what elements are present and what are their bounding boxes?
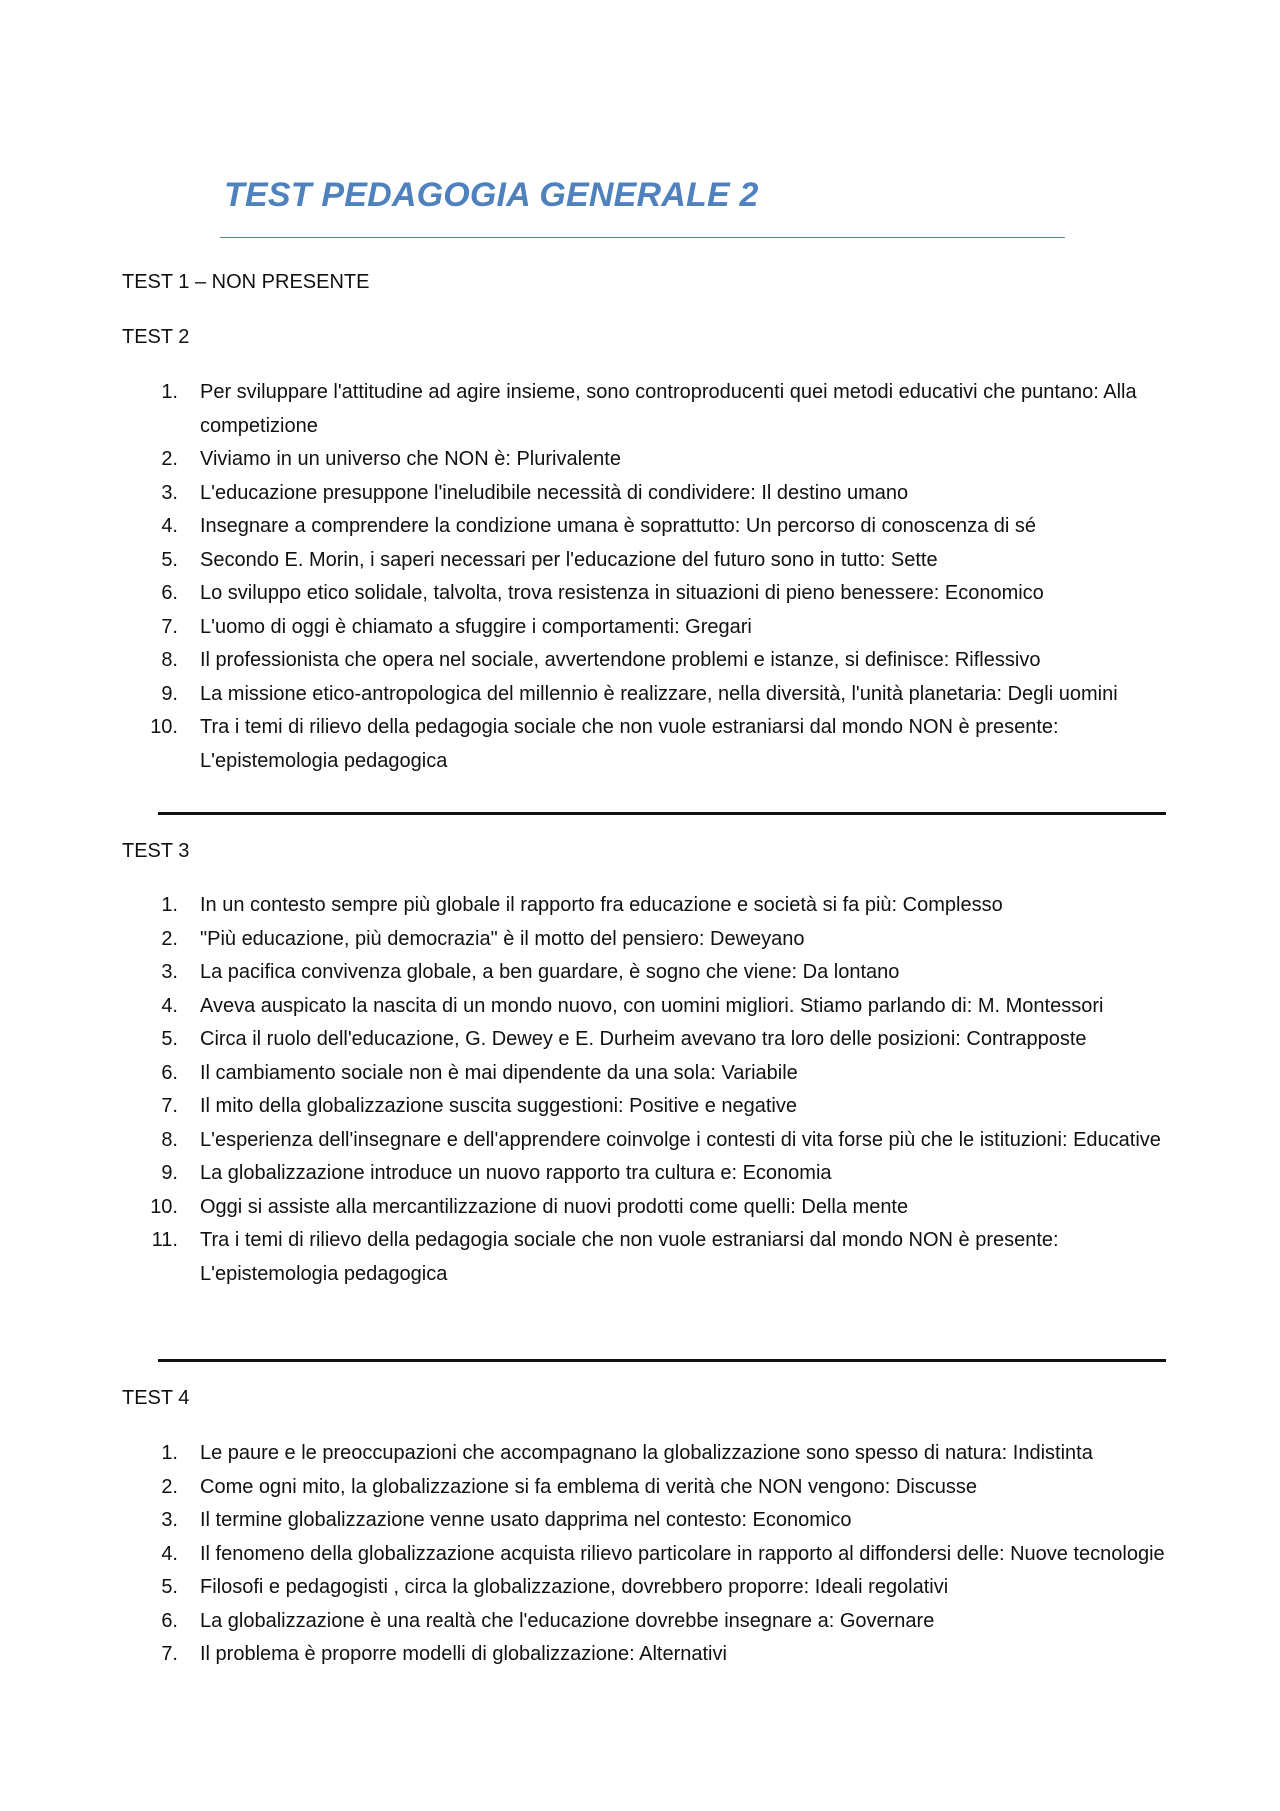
question-text: In un contesto sempre più globale il rapporto fra educazione e società si fa più: Complesso bbox=[200, 894, 1003, 916]
question-item bbox=[122, 1023, 1172, 1057]
question-number: 8. bbox=[161, 1128, 178, 1151]
question-text: Il fenomeno della globalizzazione acquista rilievo particolare in rapporto al diffondersi delle: Nuove tecnologie bbox=[200, 1542, 1165, 1565]
section-heading-test-2: TEST 2 bbox=[122, 326, 190, 348]
question-text: L'educazione presuppone l'ineludibile necessità di condividere: Il destino umano bbox=[200, 481, 909, 504]
question-text: La globalizzazione introduce un nuovo rapporto tra cultura e: Economia bbox=[200, 1162, 832, 1184]
question-item bbox=[122, 510, 1172, 544]
question-item bbox=[122, 923, 1172, 957]
question-item bbox=[122, 678, 1172, 712]
question-number: 7. bbox=[161, 1095, 178, 1117]
question-text: Filosofi e pedagogisti , circa la globalizzazione, dovrebbero proporre: Ideali regolativi bbox=[200, 1576, 949, 1598]
question-text: L'uomo di oggi è chiamato a sfuggire i comportamenti: Gregari bbox=[200, 615, 752, 638]
question-text: Secondo E. Morin, i saperi necessari per l'educazione del futuro sono in tutto: Sette bbox=[200, 548, 938, 571]
question-item bbox=[122, 1504, 1172, 1538]
question-text: Il mito della globalizzazione suscita suggestioni: Positive e negative bbox=[200, 1095, 798, 1117]
question-number: 10. bbox=[150, 716, 178, 738]
question-list-test-4 bbox=[122, 1437, 1172, 1672]
question-text: Il cambiamento sociale non è mai dipendente da una sola: Variabile bbox=[200, 1061, 798, 1084]
question-text: Il termine globalizzazione venne usato dapprima nel contesto: Economico bbox=[200, 1509, 852, 1531]
question-item bbox=[122, 1437, 1172, 1471]
question-number: 2. bbox=[161, 1475, 178, 1498]
question-text: Tra i temi di rilievo della pedagogia sociale che non vuole estraniarsi dal mondo NON è presente: L'epistemologia pedagogica bbox=[200, 716, 1059, 772]
question-item bbox=[122, 1090, 1172, 1124]
question-number: 1. bbox=[161, 894, 178, 916]
question-text: Il professionista che opera nel sociale, avvertendone problemi e istanze, si definisce: Riflessivo bbox=[200, 649, 1041, 671]
question-item bbox=[122, 889, 1172, 923]
question-number: 8. bbox=[161, 649, 178, 671]
question-text: La pacifica convivenza globale, a ben guardare, è sogno che viene: Da lontano bbox=[200, 961, 900, 983]
question-item bbox=[122, 477, 1172, 511]
question-item bbox=[122, 443, 1172, 477]
question-text: Viviamo in un universo che NON è: Plurivalente bbox=[200, 448, 621, 470]
question-number: 4. bbox=[161, 994, 178, 1017]
question-number: 3. bbox=[161, 1509, 178, 1531]
question-number: 7. bbox=[161, 615, 178, 638]
question-number: 5. bbox=[161, 548, 178, 571]
question-number: 2. bbox=[161, 927, 178, 950]
question-number: 5. bbox=[161, 1028, 178, 1050]
question-item bbox=[122, 1471, 1172, 1505]
question-text: Insegnare a comprendere la condizione umana è soprattutto: Un percorso di conoscenza di sé bbox=[200, 515, 1037, 537]
question-number: 11. bbox=[151, 1229, 178, 1251]
question-item bbox=[122, 1191, 1172, 1225]
question-number: 1. bbox=[161, 1442, 178, 1464]
question-number: 6. bbox=[161, 1609, 178, 1632]
question-item bbox=[122, 1057, 1172, 1091]
question-item bbox=[122, 990, 1172, 1024]
question-item bbox=[122, 1638, 1172, 1672]
question-number: 3. bbox=[161, 481, 178, 504]
question-item bbox=[122, 1538, 1172, 1572]
question-list-test-2 bbox=[122, 376, 1172, 778]
document-title: TEST PEDAGOGIA GENERALE 2 bbox=[224, 176, 759, 214]
question-item bbox=[122, 1124, 1172, 1158]
section-heading-test-1: TEST 1 – NON PRESENTE bbox=[122, 271, 370, 293]
question-text: Circa il ruolo dell'educazione, G. Dewey e E. Durheim avevano tra loro delle posizioni: Contrapposte bbox=[200, 1028, 1087, 1050]
question-text: Per sviluppare l'attitudine ad agire insieme, sono controproducenti quei metodi educativi che puntano: Alla competizione bbox=[200, 381, 1137, 437]
question-text: Come ogni mito, la globalizzazione si fa emblema di verità che NON vengono: Discusse bbox=[200, 1475, 978, 1498]
question-text: "Più educazione, più democrazia" è il motto del pensiero: Deweyano bbox=[200, 927, 805, 950]
question-text: La missione etico-antropologica del millennio è realizzare, nella diversità, l'unità planetaria: Degli uomini bbox=[200, 682, 1118, 705]
question-text: Le paure e le preoccupazioni che accompagnano la globalizzazione sono spesso di natura: Indistinta bbox=[200, 1442, 1093, 1464]
question-item bbox=[122, 1157, 1172, 1191]
question-number: 6. bbox=[161, 1061, 178, 1084]
question-item bbox=[122, 577, 1172, 611]
question-text: L'esperienza dell'insegnare e dell'apprendere coinvolge i contesti di vita forse più che le istituzioni: Educative bbox=[200, 1128, 1161, 1151]
question-number: 4. bbox=[161, 515, 178, 537]
question-number: 2. bbox=[161, 448, 178, 470]
question-item bbox=[122, 611, 1172, 645]
question-number: 9. bbox=[161, 1162, 178, 1184]
question-text: La globalizzazione è una realtà che l'educazione dovrebbe insegnare a: Governare bbox=[200, 1609, 935, 1632]
question-number: 6. bbox=[161, 582, 178, 604]
question-item bbox=[122, 1571, 1172, 1605]
question-number: 4. bbox=[161, 1542, 178, 1565]
question-text: Tra i temi di rilievo della pedagogia sociale che non vuole estraniarsi dal mondo NON è presente: L'epistemologia pedagogica bbox=[200, 1229, 1059, 1285]
section-heading-test-4: TEST 4 bbox=[122, 1387, 190, 1409]
question-item bbox=[122, 956, 1172, 990]
question-number: 10. bbox=[150, 1195, 178, 1218]
question-text: Il problema è proporre modelli di globalizzazione: Alternativi bbox=[200, 1643, 727, 1665]
question-number: 1. bbox=[161, 381, 178, 403]
question-item bbox=[122, 711, 1172, 778]
question-item bbox=[122, 644, 1172, 678]
question-item bbox=[122, 1605, 1172, 1639]
question-item bbox=[122, 1224, 1172, 1291]
question-number: 9. bbox=[161, 682, 178, 705]
question-number: 7. bbox=[161, 1643, 178, 1665]
question-list-test-3 bbox=[122, 889, 1172, 1291]
question-text: Lo sviluppo etico solidale, talvolta, trova resistenza in situazioni di pieno benessere: Economico bbox=[200, 582, 1044, 604]
title-underline bbox=[220, 237, 1065, 238]
question-number: 3. bbox=[161, 961, 178, 983]
question-number: 5. bbox=[161, 1576, 178, 1598]
question-text: Oggi si assiste alla mercantilizzazione di nuovi prodotti come quelli: Della mente bbox=[200, 1195, 909, 1218]
question-item bbox=[122, 544, 1172, 578]
question-item bbox=[122, 376, 1172, 443]
question-text: Aveva auspicato la nascita di un mondo nuovo, con uomini migliori. Stiamo parlando di: M. Montessori bbox=[200, 994, 1104, 1017]
section-heading-test-3: TEST 3 bbox=[122, 840, 190, 862]
section-divider bbox=[158, 1359, 1166, 1362]
section-divider bbox=[158, 812, 1166, 815]
